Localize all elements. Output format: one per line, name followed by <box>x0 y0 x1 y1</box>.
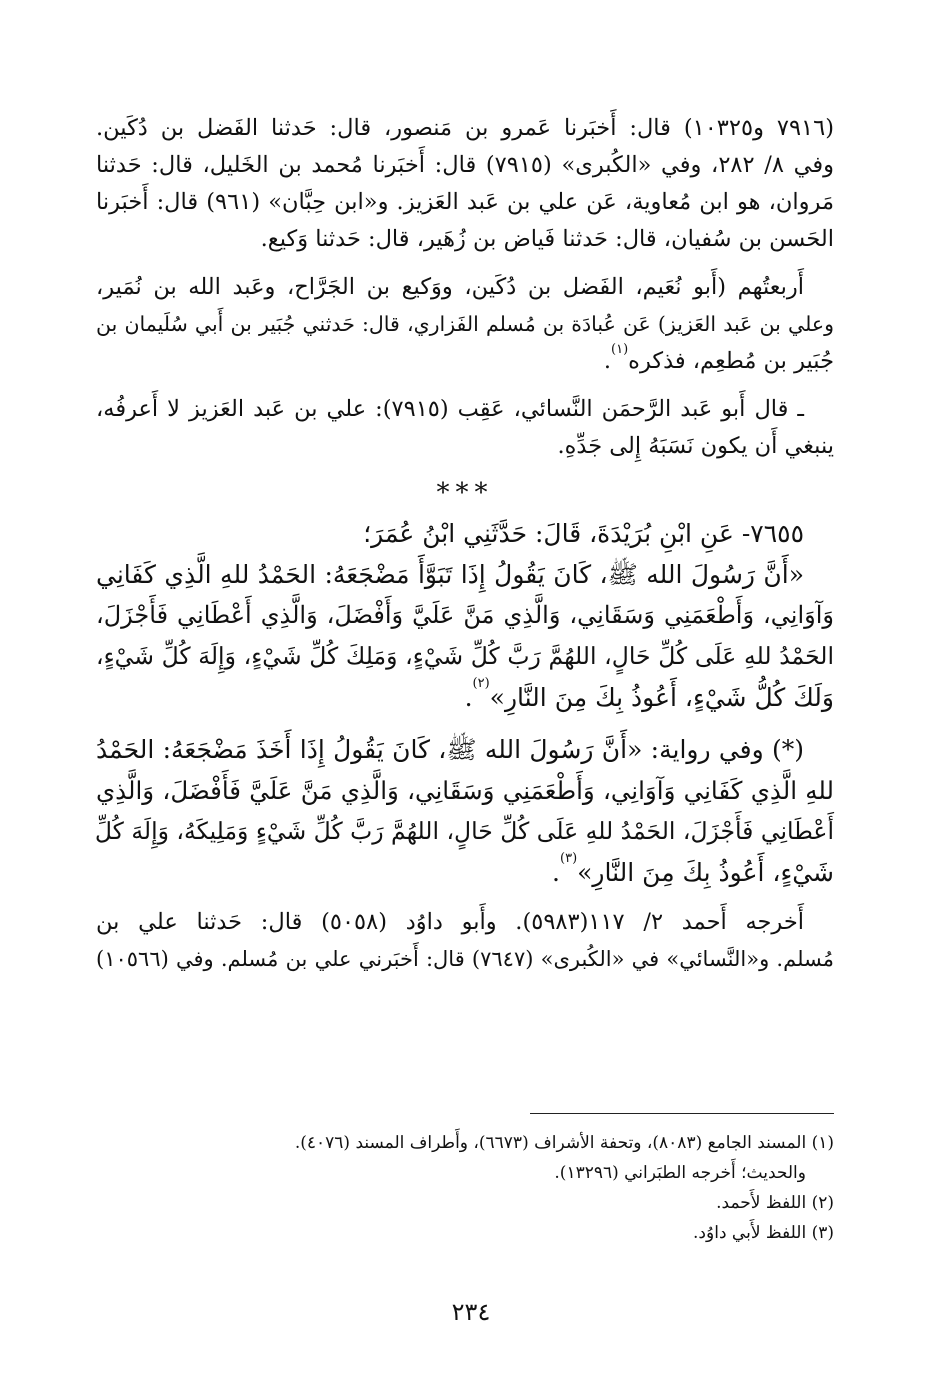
text-line: ـ قال أَبو عَبد الرَّحمَن النَّسائي، عَقِب (٧٩١٥): علي بن عَبد العَزيز لا أَعرفُه، <box>96 396 805 422</box>
footnote-ref: (٣) <box>560 851 578 866</box>
riwaya-line: (*) وفي رواية: «أَنَّ رَسُولَ الله ﷺ، كَانَ يَقُولُ إِذَا أَخَذَ مَضْجَعَهُ: الحَمْدُ <box>96 735 804 764</box>
riwaya-line: شَيْءٍ، أَعُوذُ بِكَ مِنَ النَّارِ»$^{(٣)}$. <box>552 851 834 887</box>
footnote: (١) المسند الجامع (٨٠٨٣)، وتحفة الأشراف (٦٦٧٣)، وأَطراف المسند (٤٠٧٦). <box>294 1133 834 1153</box>
hadith-line: وَلَكَ كُلُّ شَيْءٍ، أَعُوذُ بِكَ مِنَ النَّارِ»$^{(٢)}$. <box>464 676 834 712</box>
text-line: وفي ٨/ ٢٨٢، وفي «الكُبرى» (٧٩١٥) قال: أَخبَرنا مُحمد بن الخَليل، قال: حَدثنا <box>96 152 835 178</box>
footnote-ref: (١) <box>611 342 629 357</box>
footnotes <box>96 1128 834 1248</box>
main-text <box>96 110 834 978</box>
text-line: (٧٩١٦ و١٠٣٢٥) قال: أَخبَرنا عَمرو بن مَنصور، قال: حَدثنا الفَضل بن دُكَين. <box>96 115 834 141</box>
text-line: الحَسن بن سُفيان، قال: حَدثنا فَياض بن زُهَير، قال: حَدثنا وَكيع. <box>260 226 834 252</box>
text-line: مُسلم. و«النَّسائي» في «الكُبرى» (٧٦٤٧) قال: أَخبَرني علي بن مُسلم. وفي (١٠٥٦٦) <box>96 947 834 971</box>
hadith-line: «أَنَّ رَسُولَ الله ﷺ، كَانَ يَقُولُ إِذَا تَبَوَّأَ مَضْجَعَهُ: الحَمْدُ للهِ الَّذِي كَفَانِي <box>96 560 804 589</box>
text-line: أَخرجه أَحمد ٢/ ١١٧(٥٩٨٣). وأَبو داوُد (٥٠٥٨) قال: حَدثنا علي بن <box>96 909 804 935</box>
page-number: ٢٣٤ <box>451 1298 491 1326</box>
text-line: مَروان، هو ابن مُعاوية، عَن علي بن عَبد العَزيز. و«ابن حِبَّان» (٩٦١) قال: أَخبَرنا <box>96 189 834 215</box>
text-line: وعلي بن عَبد العَزيز) عَن عُبادَة بن مُسلم الفَزاري، قال: حَدثني جُبَير بن أَبي سُلَيمان بن <box>96 312 834 336</box>
hadith-heading: ٧٦٥٥- عَنِ ابْنِ بُرَيْدَةَ، قَالَ: حَدَّثَنِي ابْنُ عُمَرَ؛ <box>363 519 804 548</box>
text-fragment: وَلَكَ كُلُّ شَيْءٍ، أَعُوذُ بِكَ مِنَ النَّارِ» <box>489 683 834 712</box>
text-line: جُبَير بن مُطعِم، فذكره$^{(١)}$. <box>603 342 834 374</box>
text-fragment: جُبَير بن مُطعِم، فذكره <box>628 348 834 374</box>
footnote: (٣) اللفظ لأَبي داوُد. <box>693 1223 834 1243</box>
text-line: أَربعتُهم (أَبو نُعَيم، الفَضل بن دُكَين، ووَكيع بن الجَرَّاح، وعَبد الله بن نُمَير، <box>96 274 804 300</box>
footnote-divider <box>530 1113 834 1114</box>
footnote-ref: (٢) <box>472 676 490 691</box>
riwaya-line: للهِ الَّذِي كَفَانِي وَآوَانِي، وَأَطْعَمَنِي وَسَقَانِي، وَالَّذِي مَنَّ عَلَيَّ فَأَفْضَلَ، وَالَّذِي <box>96 776 834 805</box>
riwaya-line: أَعْطَانِي فَأَجْزَلَ، الحَمْدُ للهِ عَلَى كُلِّ حَالٍ، اللهُمَّ رَبَّ كُلِّ شَيْءٍ وَمَلِيكَهُ، وَإِلَهَ كُلِّ <box>94 817 834 845</box>
hadith-line: الحَمْدُ للهِ عَلَى كُلِّ حَالٍ، اللهُمَّ رَبَّ كُلِّ شَيْءٍ، وَمَلِكَ كُلِّ شَيْءٍ، وَإِلَهَ كُلِّ شَيْءٍ، <box>96 642 834 670</box>
section-separator: *** <box>436 478 494 508</box>
footnote: (٢) اللفظ لأَحمد. <box>716 1193 834 1213</box>
text-line: ينبغي أَن يكون نَسَبَهُ إِلى جَدِّهِ. <box>557 433 834 459</box>
footnote: والحديث؛ أَخرجه الطبَراني (١٣٢٩٦). <box>554 1163 806 1183</box>
text-fragment: شَيْءٍ، أَعُوذُ بِكَ مِنَ النَّارِ» <box>577 858 834 887</box>
hadith-line: وَآوَانِي، وَأَطْعَمَنِي وَسَقَانِي، وَالَّذِي مَنَّ عَلَيَّ وَأَفْضَلَ، وَالَّذِي أَعْطَانِي فَأَجْزَلَ، <box>96 601 834 629</box>
